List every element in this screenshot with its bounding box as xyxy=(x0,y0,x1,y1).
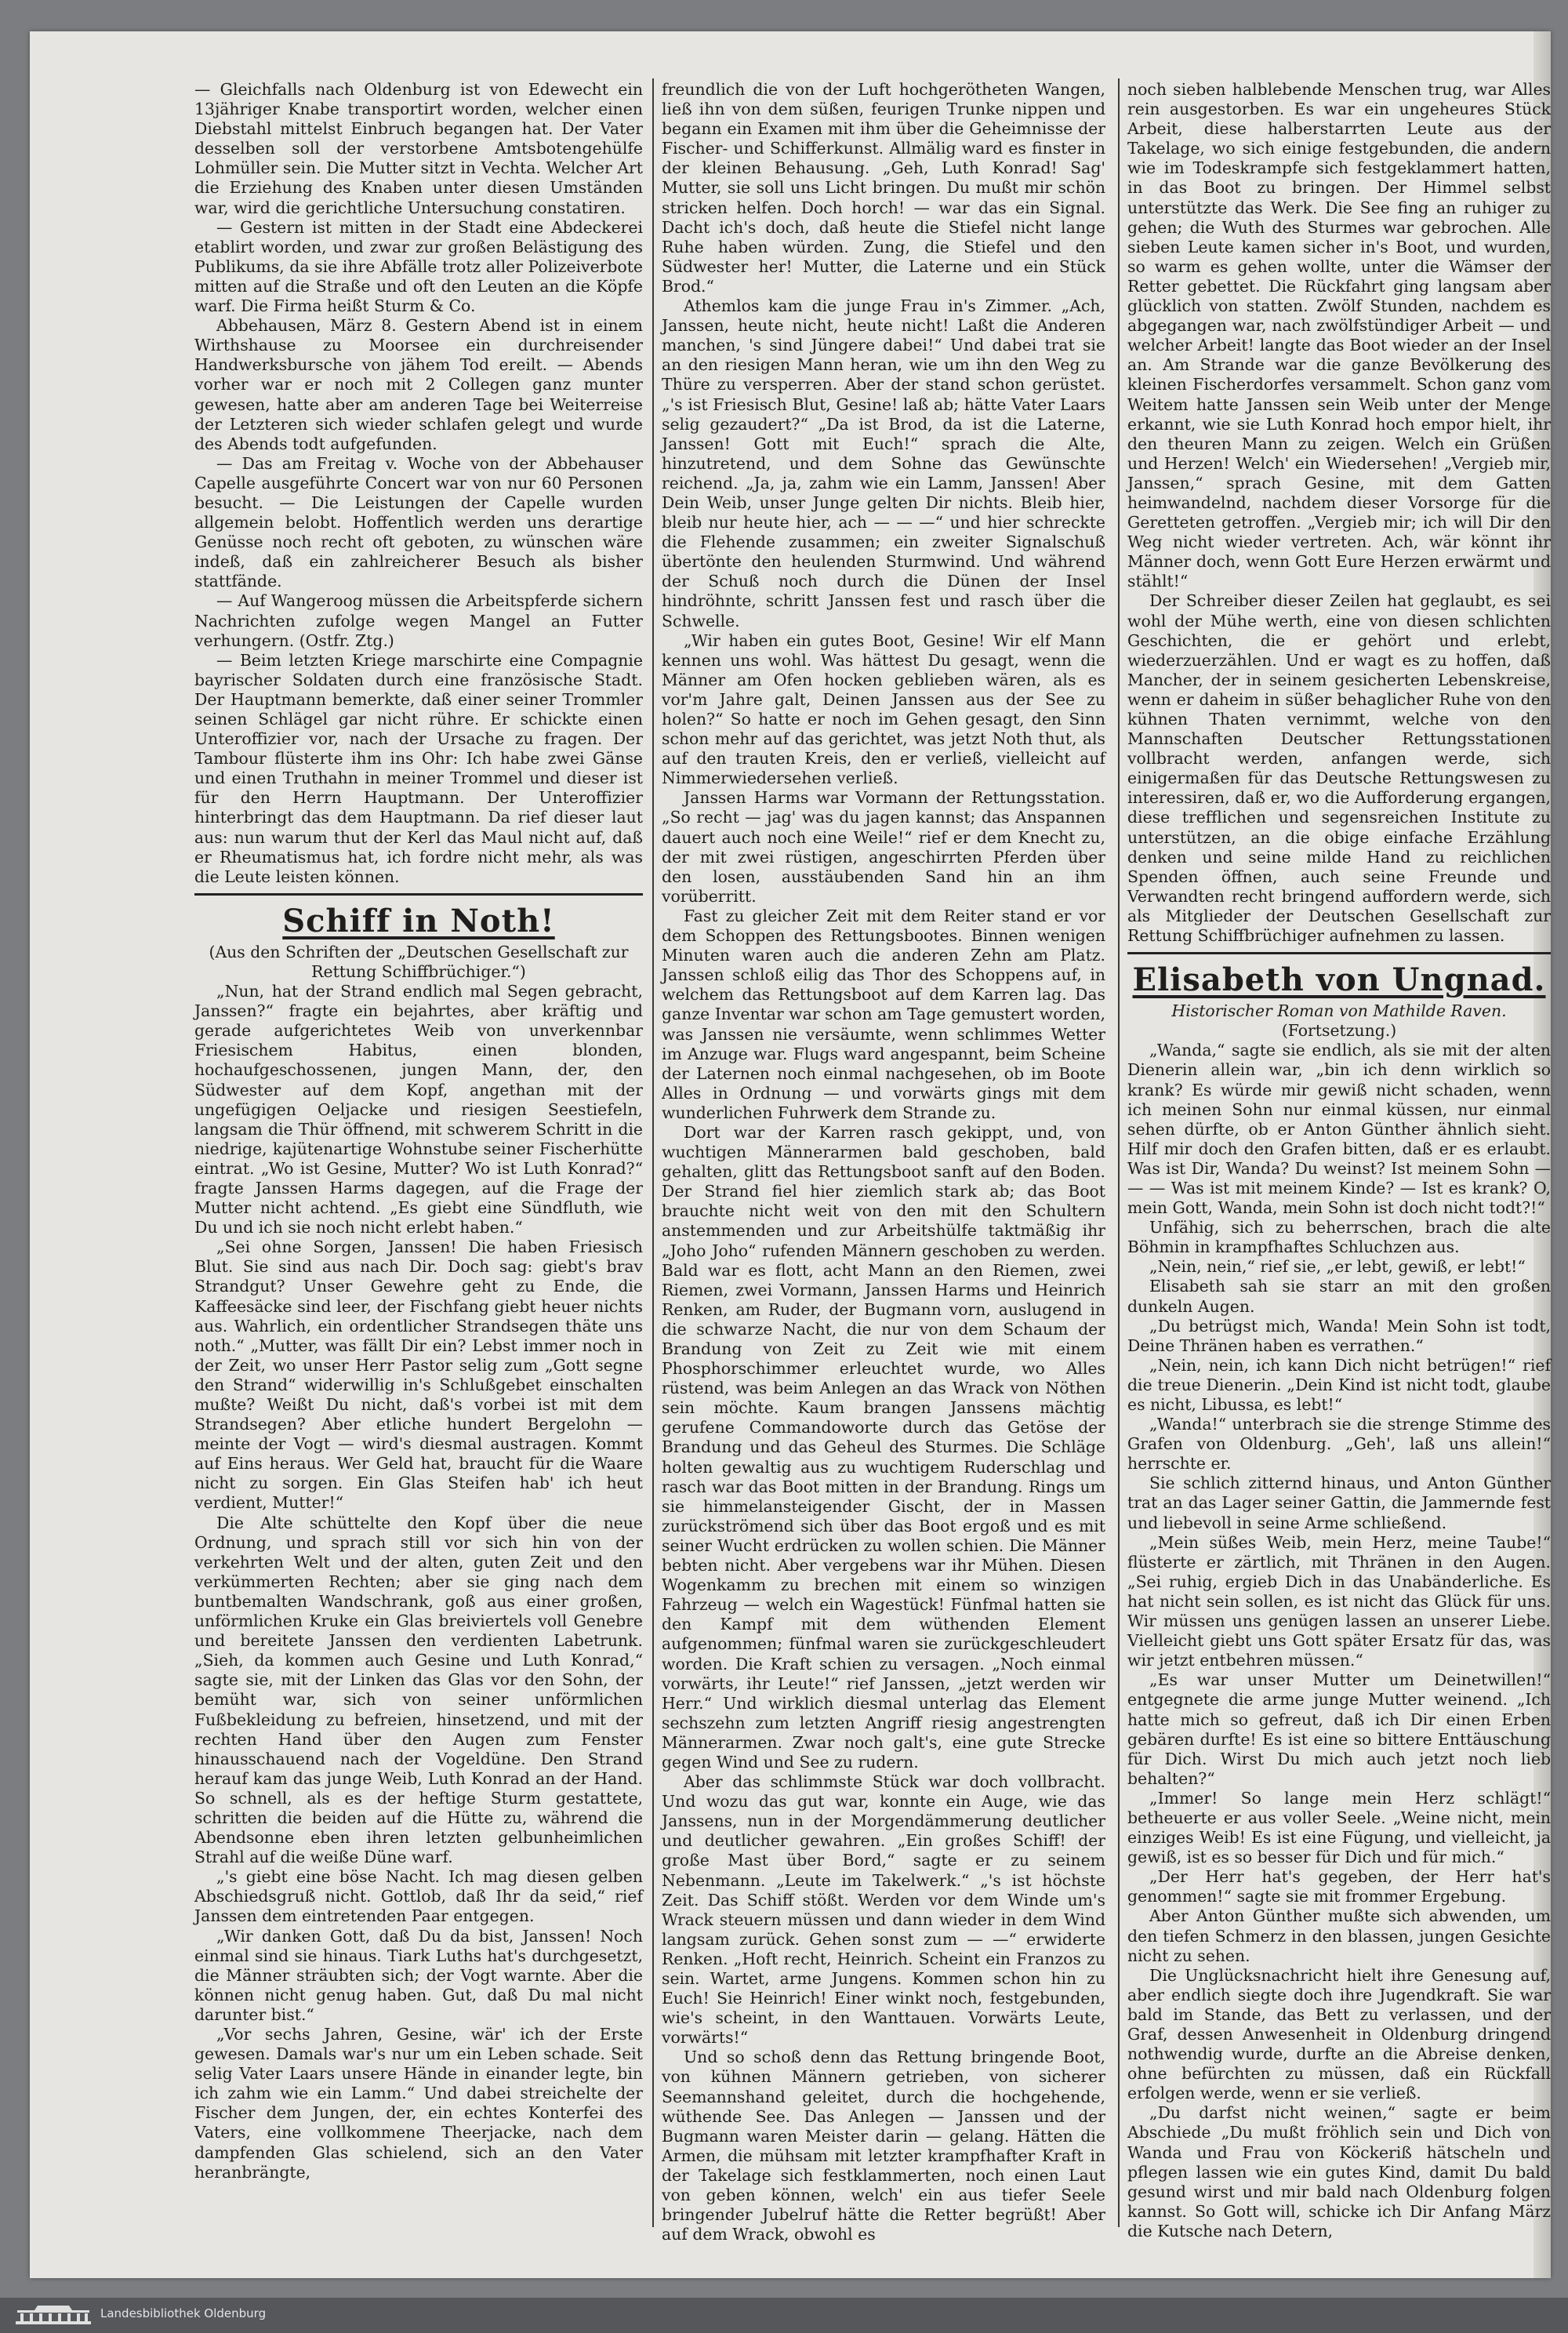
story-paragraph: „'s giebt eine böse Nacht. Ich mag diesen gelben Abschiedsgruß nicht. Gottlob, daß Ihr da seid,“ rief Janssen dem eintretenden Paar entgegen. xyxy=(194,1867,643,1926)
novel-paragraph: „Du darfst nicht weinen,“ sagte er beim Abschiede „Du mußt fröhlich sein und Dich von Wanda und Frau von Köckeriß hätscheln und pflegen lassen wie ein gutes Kind, damit Du bald gesund wirst und mir bald nach Oldenburg folgen kannst. So Gott will, schicke ich Dir Anfang März die Kutsche nach Detern, xyxy=(1127,2103,1551,2240)
story-paragraph: „Wir danken Gott, daß Du da bist, Janssen! Noch einmal sind sie hinaus. Tiark Luths hat's durchgesetzt, die Männer sträubten sich; der Vogt warnte. Aber die können nicht genug haben. Gut, daß Du mal nicht darunter bist.“ xyxy=(194,1926,643,2024)
news-item-krieg-anecdote: — Beim letzten Kriege marschirte eine Compagnie bayrischer Soldaten durch eine französische Stadt. Der Hauptmann bemerkte, daß einer seiner Trommler seinen Schlägel gar nicht rühre. Er schickte einen Unteroffizier vor, nach der Ursache zu fragen. Der Tambour flüsterte ihm ins Ohr: Ich habe zwei Gänse und einen Truthahn in meiner Trommel und dieser ist für den Herrn Hauptmann. Der Unteroffizier hinterbringt das dem Hauptmann. Da rief dieser laut aus: nun warum thut der Kerl das Maul nicht auf, daß er Rheumatismus hat, ich fordre nicht mehr, als was die Leute leisten können. xyxy=(194,650,643,886)
novel-headline: Elisabeth von Ungnad. xyxy=(1132,961,1546,999)
novel-paragraph: „Der Herr hat's gegeben, der Herr hat's genommen!“ sagte sie mit frommer Ergebung. xyxy=(1127,1867,1551,1906)
column-right xyxy=(1127,80,1551,2240)
story-paragraph: „Nun, hat der Strand endlich mal Segen gebracht, Janssen?“ fragte ein bejahrtes, aber kräftig und gerade aufgerichtetes Weib von unverkennbar Friesischem Habitus, einen blonden, hochaufgeschossenen, jungen Mann, der, den Südwester auf dem Kopf, angethan mit der ungefügigen Oeljacke und riesigen Seestiefeln, langsam die Thür öffnend, mit schwerem Schritt in die niedrige, kajütenartige Wohnstube seiner Fischerhütte eintrat. „Wo ist Gesine, Mutter? Wo ist Luth Konrad?“ fragte Janssen Harms dagegen, auf die Frage der Mutter nicht achtend. „Es giebt eine Sündfluth, wie Du und ich sie noch nicht erlebt haben.“ xyxy=(194,982,643,1237)
novel-paragraph: „Wanda!“ unterbrach sie die strenge Stimme des Grafen von Oldenburg. „Geh', laß uns allein!“ herrschte er. xyxy=(1127,1415,1551,1474)
story-paragraph: Dort war der Karren rasch gekippt, und, von wuchtigen Männerarmen bald geschoben, bald gehalten, glitt das Rettungsboot sanft auf den Boden. Der Strand fiel hier ziemlich stark ab; das Boot brauchte nicht weit von den mit den Schultern anstemmenden und zur Arbeitshülfe taktmäßig ihr „Joho Joho“ rufenden Männern geschoben zu werden. Bald war es flott, acht Mann an den Riemen, zwei Riemen, zwei Vormann, Janssen Harms und Heinrich Renken, am Ruder, der Bugmann vorn, auslugend in die schwarze Nacht, die nur von dem Schaum der Brandung von Zeit zu Zeit wie mit einem Phosphorschimmer erleuchtet wurde, wo Alles rüstend, was beim Anlegen an das Wrack von Nöthen sein möchte. Kaum brangen Janssens mächtig gerufene Commandoworte durch das Getöse der Brandung und das Geheul des Sturmes. Die Schläge holten gewaltig aus zu wuchtigem Ruderschlag und rasch war das Boot mitten in der Brandung. Rings um sie himmelansteigender Gischt, der in Massen zurückströmend sich über das Boot ergoß und es mit seiner Wucht erdrücken zu wollen schien. Die Männer bebten nicht. Aber vergebens war ihr Mühen. Diesen Wogenkamm zu brechen mit einem so winzigen Fahrzeug — welch ein Wagestück! Fünfmal hatten sie den Kampf mit dem wüthenden Element aufgenommen; fünfmal waren sie zurückgeschleudert worden. Die Kraft schien zu versagen. „Noch einmal vorwärts, ihr Leute!“ rief Janssen, „jetzt werden wir Herr.“ Und wirklich diesmal unterlag das Element sechszehn zum letzten Angriff riesig angestrengten Männerarmen. Zwar noch galt's, eine gute Strecke gegen Wind und See zu rudern. xyxy=(662,1122,1105,1772)
novel-paragraph: Die Unglücksnachricht hielt ihre Genesung auf, aber endlich siegte doch ihre Jugendkraft. Sie war bald im Stande, das Bett zu verlassen, und der Graf, dessen Anwesenheit in Oldenburg dringend nothwendig wurde, durfte an die Abreise denken, ohne befürchten zu müssen, daß ein Rückfall erfolgen werde, wenn er sie verließ. xyxy=(1127,1965,1551,2103)
column-middle xyxy=(662,80,1105,2244)
story-closing-paragraph: Der Schreiber dieser Zeilen hat geglaubt, es sei wohl der Mühe werth, eine von diesen schlichten Geschichten, die er gehört und erlebt, wiederzuerzählen. Und er wagt es zu hoffen, daß Mancher, der in seinem gesicherten Lebenskreise, wenn er daheim in süßer behaglicher Ruhe von den kühnen Thaten vernimmt, welche von den Mannschaften Deutscher Rettungsstationen vollbracht werden, anfangen werde, sich einigermaßen für das Deutsche Rettungswesen zu interessiren, daß er, wo die Aufforderung ergangen, diese trefflichen und segensreichen Institute zu unterstützen, an die obige einfache Erzählung denken und seine milde Hand zu reichlichen Spenden öffnen, auch seine Freunde und Verwandten recht bringend auffordern werde, sich als Mitglieder der Deutschen Gesellschaft zur Rettung Schiffbrüchiger aufnehmen zu lassen. xyxy=(1127,591,1551,946)
story-paragraph: „Sei ohne Sorgen, Janssen! Die haben Friesisch Blut. Sie sind aus nach Dir. Doch sag: giebt's brav Strandgut? Unser Gewehre geht zu Ende, die Kaffeesäcke sind leer, der Fischfang giebt heuer nichts aus. Wahrlich, ein ordentlicher Strandsegen thäte uns noth.“ „Mutter, was fällt Dir ein? Lebst immer noch in der Zeit, wo unser Herr Pastor selig zum „Gott segne den Strand“ widerwillig in's Schlußgebet einschalten mußte? Weißt Du nicht, daß's vorbei ist mit dem Strandsegen? Aber etliche hundert Bergelohn — meinte der Vogt — wird's diesmal austragen. Kommt auf Eins heraus. Wer Geld hat, braucht für die Waare nicht zu sorgen. Ein Glas Steifen hab' ich heut verdient, Mutter!“ xyxy=(194,1237,643,1513)
library-building-icon xyxy=(14,2304,93,2326)
story-paragraph: Janssen Harms war Vormann der Rettungsstation. „So recht — jag' was du jagen kannst; das Anspannen dauert auch noch eine Weile!“ rief er dem Knecht zu, der mit zwei rüstigen, angeschirrten Pferden über den losen, ausstäubenden Sand hin an ihm vorüberritt. xyxy=(662,788,1105,906)
news-item-edewecht: — Gleichfalls nach Oldenburg ist von Edewecht ein 13jähriger Knabe transportirt worden, welcher einen Diebstahl mittelst Einbruch begangen hat. Der Vater desselben soll der verstorbene Amtsbotengehülfe Lohmüller sein. Die Mutter sitzt in Vechta. Welcher Art die Erziehung des Knaben unter diesen Umständen war, wird die gerichtliche Untersuchung constatiren. xyxy=(194,80,643,217)
novel-subtitle: Historischer Roman von Mathilde Raven. xyxy=(1171,1001,1507,1021)
newspaper-page xyxy=(30,31,1551,2278)
column-rule xyxy=(652,78,654,2227)
news-item-concert: — Das am Freitag v. Woche von der Abbehauser Capelle ausgeführte Concert war von nur 60 Personen besucht. — Die Leistungen der Capelle wurden allgemein belobt. Hoffentlich werden uns derartige Genüsse noch recht oft geboten, zu wünschen wäre indeß, daß ein zahlreicherer Besuch als bisher stattfände. xyxy=(194,453,643,591)
novel-paragraph: „Nein, nein,“ rief sie, „er lebt, gewiß, er lebt!“ xyxy=(1149,1257,1526,1277)
story-paragraph: Und so schoß denn das Rettung bringende Boot, von kühnen Männern getrieben, von sicherer Seemannshand geleitet, durch die hochgehende, wüthende See. Das Anlegen — Janssen und der Bugmann waren Meister darin — gelang. Hätten die Armen, die mühsam mit letzter krampfhafter Kraft in der Takelage sich festklammerten, noch einen Laut von geben können, welch' ein aus tiefer Seele bringender Jubelruf hätte die Retter begrüßt! Aber auf dem Wrack, obwohl es xyxy=(662,2048,1105,2244)
news-item-abbehausen: Abbehausen, März 8. Gestern Abend ist in einem Wirthshause zu Moorsee ein durchreisender Handwerksbursche von jähem Tod ereilt. — Abends vorher war er noch mit 2 Collegen ganz munter gewesen, hatte aber am anderen Tage bei Weiterreise der Letzteren sich wieder schlafen gelegt und wurde des Abends todt aufgefunden. xyxy=(194,316,643,453)
story-headline: Schiff in Noth! xyxy=(282,902,555,939)
story-paragraph: Athemlos kam die junge Frau in's Zimmer. „Ach, Janssen, heute nicht, heute nicht! Laßt die Anderen manchen, 's sind Jüngere dabei!“ Und dabei trat sie an den riesigen Mann heran, wie um ihn den Weg zu Thüre zu versperren. Aber der stand schon gerüstet. „'s ist Friesisch Blut, Gesine! laß ab; hätte Vater Laars selig gezaudert?“ „Da ist Brod, da ist die Laterne, Janssen! Gott mit Euch!“ sprach die Alte, hinzutretend, und dem Sohne das Gewünschte reichend. „Ja, ja, zahm wie ein Lamm, Janssen! Aber Dein Weib, unser Junge gelten Dir nichts. Bleib hier, bleib nur heute hier, ach — — —“ und hier schreckte die Flehende zusammen; ein zweiter Signalschuß übertönte den heulenden Sturmwind. Und während der Schuß noch durch die Dünen der Insel hindröhnte, schritt Janssen fest und rasch über die Schwelle. xyxy=(662,296,1105,630)
column-left xyxy=(194,80,643,2225)
section-divider xyxy=(1127,952,1551,954)
novel-paragraph: „Immer! So lange mein Herz schlägt!“ betheuerte er aus voller Seele. „Weine nicht, mein einziges Weib! Es ist eine Fügung, und vielleicht, ja gewiß, ist es so besser für Dich und für mich.“ xyxy=(1127,1788,1551,1867)
column-rule xyxy=(1118,78,1120,2227)
novel-paragraph: „Mein süßes Weib, mein Herz, meine Taube!“ flüsterte er zärtlich, mit Thränen in den Augen. „Sei ruhig, ergieb Dich in das Unabänderliche. Es hat nicht sein sollen, es ist nicht das Glück für uns. Wir müssen uns genügen lassen an unserer Liebe. Vielleicht giebt uns Gott später Ersatz für das, was wir jetzt entbehren müssen.“ xyxy=(1127,1532,1551,1670)
novel-paragraph: Elisabeth sah sie starr an mit den großen dunkeln Augen. xyxy=(1127,1277,1551,1316)
novel-paragraph: „Nein, nein, ich kann Dich nicht betrügen!“ rief die treue Dienerin. „Dein Kind ist nicht todt, glaube es nicht, Libussa, es lebt!“ xyxy=(1127,1355,1551,1414)
story-paragraph: „Vor sechs Jahren, Gesine, wär' ich der Erste gewesen. Damals war's nur um ein Leben schade. Seit selig Vater Laars unsere Hände in einander legte, bin ich zahm wie ein Lamm.“ Und dabei streichelte der Fischer dem Jungen, der, ein echtes Konterfei des Vaters, eine vollkommene Theerjacke, nach dem dampfenden Glas schielend, sich an den Vater heranbrängte, xyxy=(194,2025,643,2182)
novel-paragraph: Unfähig, sich zu beherrschen, brach die alte Böhmin in krampfhaftes Schluchzen aus. xyxy=(1127,1218,1551,1257)
novel-paragraph: „Du betrügst mich, Wanda! Mein Sohn ist todt, Deine Thränen haben es verrathen.“ xyxy=(1127,1316,1551,1355)
news-item-wangeroog: — Auf Wangeroog müssen die Arbeitspferde sichern Nachrichten zufolge wegen Mangel an Futter verhungern. (Ostfr. Ztg.) xyxy=(194,591,643,650)
story-paragraph: Fast zu gleicher Zeit mit dem Reiter stand er vor dem Schoppen des Rettungsbootes. Binnen wenigen Minuten waren auch die anderen Zehn am Platz. Janssen schloß eilig das Thor des Schoppens auf, in welchem das Rettungsboot auf dem Karren lag. Das ganze Inventar war schon am Tage gemustert worden, was Janssen nie versäumte, wenn schlimmes Wetter im Anzuge war. Flugs ward angespannt, beim Scheine der Laternen noch einmal nachgesehen, ob im Boote Alles in Ordnung — und vorwärts gings mit dem wunderlichen Fuhrwerk dem Strande zu. xyxy=(662,906,1105,1122)
novel-paragraph: Aber Anton Günther mußte sich abwenden, um den tiefen Schmerz in den blassen, jungen Gesichte nicht zu sehen. xyxy=(1127,1906,1551,1965)
library-name: Landesbibliothek Oldenburg xyxy=(100,2306,267,2320)
novel-paragraph: „Wanda,“ sagte sie endlich, als sie mit der alten Dienerin allein war, „bin ich denn wirklich so krank? Es würde mir gewiß nicht schaden, wenn ich meinen Sohn nur einmal küssen, nur einmal sehen dürfte, ob er Anton Günther ähnlich sieht. Hilf mir doch den Grafen bitten, daß er es erlaubt. Was ist Dir, Wanda? Du weinst? Ist meinem Sohn — — — Was ist mit meinem Kinde? — Ist es krank? O, mein Gott, Wanda, mein Sohn ist doch nicht todt?!“ xyxy=(1127,1041,1551,1218)
story-paragraph: „Wir haben ein gutes Boot, Gesine! Wir elf Mann kennen uns wohl. Was hättest Du gesagt, wenn die Männer am Ofen hocken geblieben wären, als es vor'm Jahre galt, Deinen Janssen aus der See zu holen?“ So hatte er noch im Gehen gesagt, den Sinn schon mehr auf das gerichtet, was jetzt Noth thut, als auf den trauten Kreis, den er verließ, vielleicht auf Nimmerwiedersehen verließ. xyxy=(662,630,1105,788)
story-paragraph: freundlich die von der Luft hochgerötheten Wangen, ließ ihn von dem süßen, feurigen Trunke nippen und begann ein Examen mit ihm über die Geheimnisse der Fischer- und Schifferkunst. Allmälig ward es finster in der kleinen Behausung. „Geh, Luth Konrad! Sag' Mutter, sie soll uns Licht bringen. Du mußt mir schön stricken helfen. Doch horch! — war das ein Signal. Dacht ich's doch, daß heute die Stiefel nicht lange Ruhe haben würden. Zung, die Stiefel und den Südwester her! Mutter, die Laterne und ein Stück Brod.“ xyxy=(662,80,1105,296)
novel-paragraph: Sie schlich zitternd hinaus, und Anton Günther trat an das Lager seiner Gattin, die Jammernde fest und liebevoll in seine Arme schließend. xyxy=(1127,1474,1551,1532)
story-paragraph: Die Alte schüttelte den Kopf über die neue Ordnung, und sprach still vor sich hin von der verkehrten Welt und der alten, guten Zeit und den verkümmerten Rechten; aber sie ging nach dem buntbemalten Wandschrank, goß aus einer großen, unförmlichen Kruke ein Glas breiviertels voll Genebre und bereitete Janssen den verdienten Labetrunk. „Sieh, da kommen auch Gesine und Luth Konrad,“ sagte sie, mit der Linken das Glas vor den Sohn, der bemüht war, sich von seiner unförmlichen Fußbekleidung zu befreien, hinsetzend, und mit der rechten Hand über den Augen zum Fenster hinausschauend nach der Vogeldüne. Den Strand herauf kam das junge Weib, Luth Konrad an der Hand. So schnell, als es der heftige Sturm gestattete, schritten die beiden auf die Hütte zu, während die Abendsonne eben ihren letzten gelbunheimlichen Strahl auf die weiße Düne warf. xyxy=(194,1513,643,1867)
novel-continuation: (Fortsetzung.) xyxy=(1281,1021,1397,1041)
story-source: (Aus den Schriften der „Deutschen Gesellschaft zur Rettung Schiffbrüchiger.“) xyxy=(209,942,629,981)
story-paragraph: noch sieben halblebende Menschen trug, war Alles rein ausgestorben. Es war ein ungeheures Stück Arbeit, diese halberstarrten Leute aus der Takelage, wo sich einige festgebunden, die andern wie im Todeskrampfe sich festgeklammert hatten, in das Boot zu bringen. Der Himmel selbst unterstützte das Werk. Die See fing an ruhiger zu gehen; die Wuth des Sturmes war gebrochen. Alle sieben Leute kamen sicher in's Boot, und wurden, so warm es gehen wollte, unter die Wämser der Retter gebettet. Die Rückfahrt ging langsam aber glücklich von statten. Zwölf Stunden, nachdem es abgegangen war, nach zwölfstündiger Arbeit — und welcher Arbeit! langte das Boot wieder an der Insel an. Am Strande war die ganze Bevölkerung des kleinen Fischerdorfes versammelt. Schon ganz vom Weitem hatte Janssen sein Weib unter der Menge erkannt, wie sie Luth Konrad hoch empor hielt, ihr den theuren Mann zu zeigen. Welch ein Grüßen und Herzen! Welch' ein Wiedersehen! „Vergieb mir, Janssen,“ sprach Gesine, mit dem Gatten heimwandelnd, nachdem dieser Vorsorge für die Geretteten getroffen. „Vergieb mir; ich will Dir den Weg nicht wieder vertreten. Ach, wär könnt ihr Männer doch, wenn Gott Eure Herzen erwärmt und stählt!“ xyxy=(1127,80,1551,591)
story-paragraph: Aber das schlimmste Stück war doch vollbracht. Und wozu das gut war, konnte ein Auge, wie das Janssens, nun in der Morgendämmerung deutlicher und deutlicher gewahren. „Ein großes Schiff! der große Mast über Bord,“ sagte er zu seinem Nebenmann. „Leute im Takelwerk.“ „'s ist höchste Zeit. Das Schiff stößt. Werden vor dem Winde um's Wrack steuern müssen und dann wieder in dem Wind langsam zurück. Gehen sonst zum — —“ erwiderte Renken. „Hoft recht, Heinrich. Scheint ein Franzos zu sein. Wartet, arme Jungens. Kommen schon hin zu Euch! Sie Heinrich! Einer winkt noch, festgebunden, wie's scheint, in den Wanttauen. Vorwärts Leute, vorwärts!“ xyxy=(662,1772,1105,2048)
news-item-abdeckerei: — Gestern ist mitten in der Stadt eine Abdeckerei etablirt worden, und zwar zur großen Belästigung des Publikums, da sie ihre Abfälle trotz aller Polizeiverbote mitten auf die Straße und oft den Leuten an die Köpfe warf. Die Firma heißt Sturm & Co. xyxy=(194,217,643,316)
section-divider xyxy=(194,893,643,896)
novel-paragraph: „Es war unser Mutter um Deinetwillen!“ entgegnete die arme junge Mutter weinend. „Ich hatte mich so gefreut, daß ich Dir einen Erben gebären durfte! Es ist eine so bittere Enttäuschung für Dich. Wirst Du mich auch jetzt noch lieb behalten?“ xyxy=(1127,1670,1551,1788)
